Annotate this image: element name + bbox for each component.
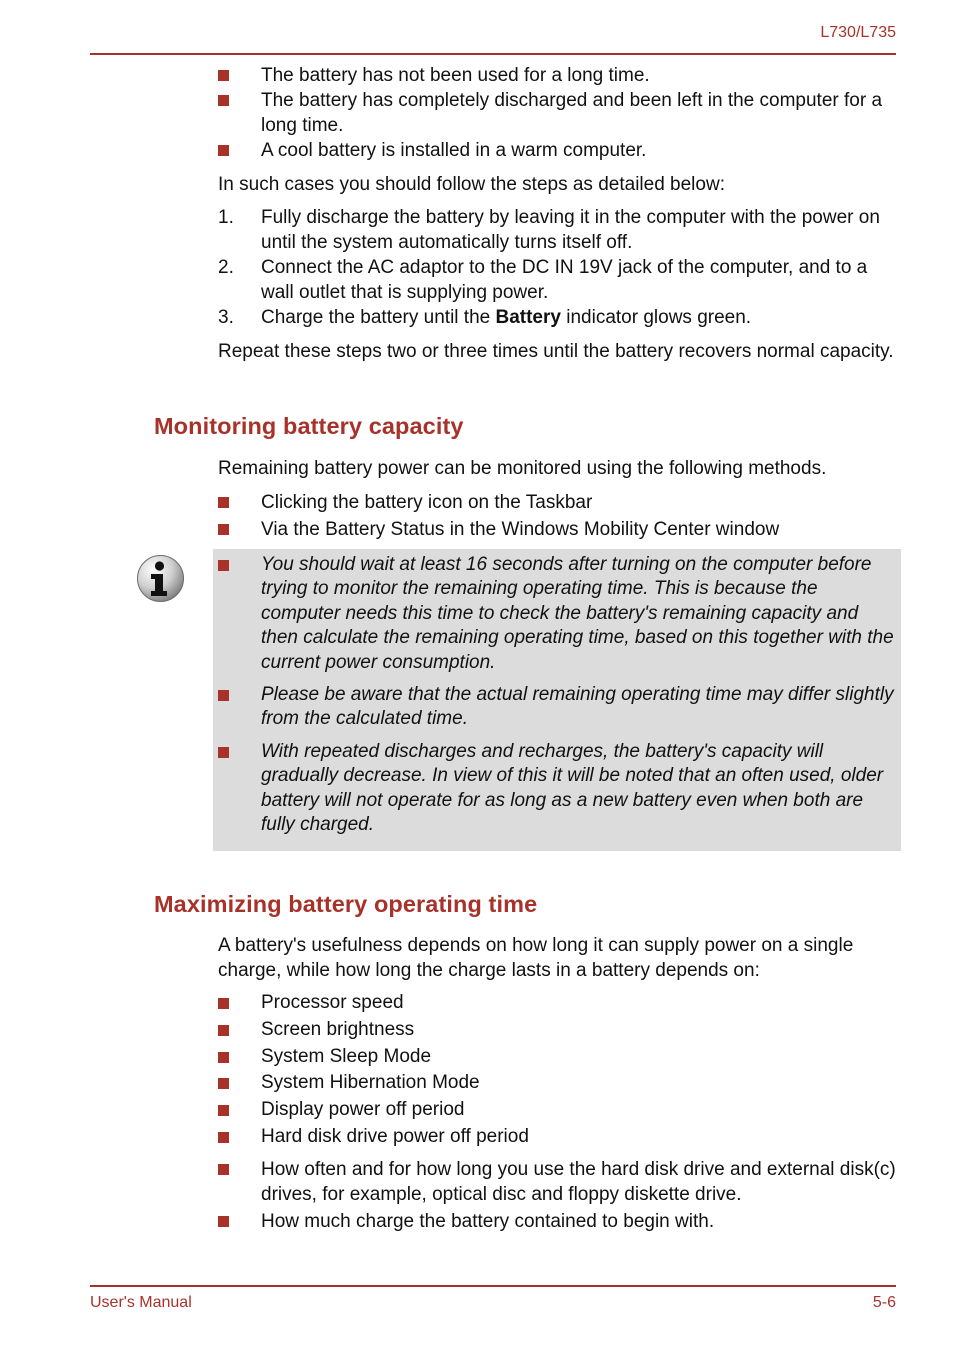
bullet-square-icon	[218, 560, 229, 571]
note-list	[218, 553, 898, 845]
step-item: 2. Connect the AC adaptor to the DC IN 19V jack of the computer, and to a wall outlet that is supplying power.	[218, 257, 868, 303]
step-item: 3. Charge the battery until the Battery indicator glows green.	[218, 307, 752, 328]
page-number: 5-6	[872, 1294, 896, 1311]
repeat-paragraph: Repeat these steps two or three times until the battery recovers normal capacity.	[218, 341, 894, 362]
bullet-square-icon	[218, 145, 229, 156]
bullet-square-icon	[218, 497, 229, 508]
bullet-square-icon	[218, 1164, 229, 1175]
steps-intro: In such cases you should follow the steps as detailed below:	[218, 174, 725, 195]
step-item: 1. Fully discharge the battery by leaving it in the computer with the power on until the system automatically turns itself off.	[218, 207, 880, 253]
bullet-square-icon	[218, 1105, 229, 1116]
maximizing-bullet-list	[218, 990, 898, 1151]
maximizing-intro: A battery's usefulness depends on how long it can supply power on a single charge, while how long the charge lasts in a battery depends on:	[218, 935, 854, 981]
steps-list	[218, 205, 898, 330]
intro-bullet-list	[218, 63, 898, 163]
maximizing-bullet-list-2	[218, 1157, 898, 1234]
bullet-square-icon	[218, 524, 229, 535]
list-item: Clicking the battery icon on the Taskbar	[218, 489, 898, 516]
footer-manual-title: User's Manual	[90, 1294, 192, 1311]
bullet-square-icon	[218, 1025, 229, 1036]
maximizing-heading: Maximizing battery operating time	[154, 891, 538, 917]
bullet-square-icon	[218, 1216, 229, 1227]
list-item: How much charge the battery contained to begin with.	[218, 1209, 898, 1234]
bullet-square-icon	[218, 747, 229, 758]
list-item: The battery has not been used for a long time.	[218, 63, 898, 88]
bullet-square-icon	[218, 690, 229, 701]
footer-rule	[90, 1285, 896, 1287]
battery-indicator-name: Battery	[495, 307, 561, 328]
monitoring-bullet-list	[218, 489, 898, 543]
monitoring-heading: Monitoring battery capacity	[154, 413, 464, 439]
model-label: L730/L735	[820, 24, 896, 41]
list-item: System Hibernation Mode	[218, 1070, 898, 1097]
list-item: Processor speed	[218, 990, 898, 1017]
note-item: With repeated discharges and recharges, the battery's capacity will gradually decrease. In view of this it will be noted that an often used, older battery will not operate for as long as a new battery even when both are fully charged.	[218, 740, 898, 838]
bullet-square-icon	[218, 1052, 229, 1063]
bullet-square-icon	[218, 1132, 229, 1143]
bullet-square-icon	[218, 70, 229, 81]
list-item: System Sleep Mode	[218, 1044, 898, 1071]
note-item: Please be aware that the actual remaining operating time may differ slightly from the calculated time.	[218, 683, 898, 732]
list-item: The battery has completely discharged and been left in the computer for a long time.	[218, 88, 898, 138]
list-item: Via the Battery Status in the Windows Mobility Center window	[218, 516, 898, 543]
list-item: Screen brightness	[218, 1017, 898, 1044]
list-item: Display power off period	[218, 1097, 898, 1124]
bullet-square-icon	[218, 998, 229, 1009]
info-icon	[136, 554, 185, 603]
bullet-square-icon	[218, 95, 229, 106]
list-item: How often and for how long you use the hard disk drive and external disk(c) drives, for example, optical disc and floppy diskette drive.	[218, 1157, 898, 1208]
note-item: You should wait at least 16 seconds after turning on the computer before trying to monitor the remaining operating time. This is because the computer needs this time to check the battery's remaining capacity and then calculate the remaining operating time, based on this together with the current power consumption.	[218, 553, 898, 675]
bullet-square-icon	[218, 1078, 229, 1089]
monitoring-intro: Remaining battery power can be monitored using the following methods.	[218, 458, 827, 479]
list-item: Hard disk drive power off period	[218, 1124, 898, 1151]
header-rule	[90, 53, 896, 55]
list-item: A cool battery is installed in a warm computer.	[218, 138, 898, 163]
